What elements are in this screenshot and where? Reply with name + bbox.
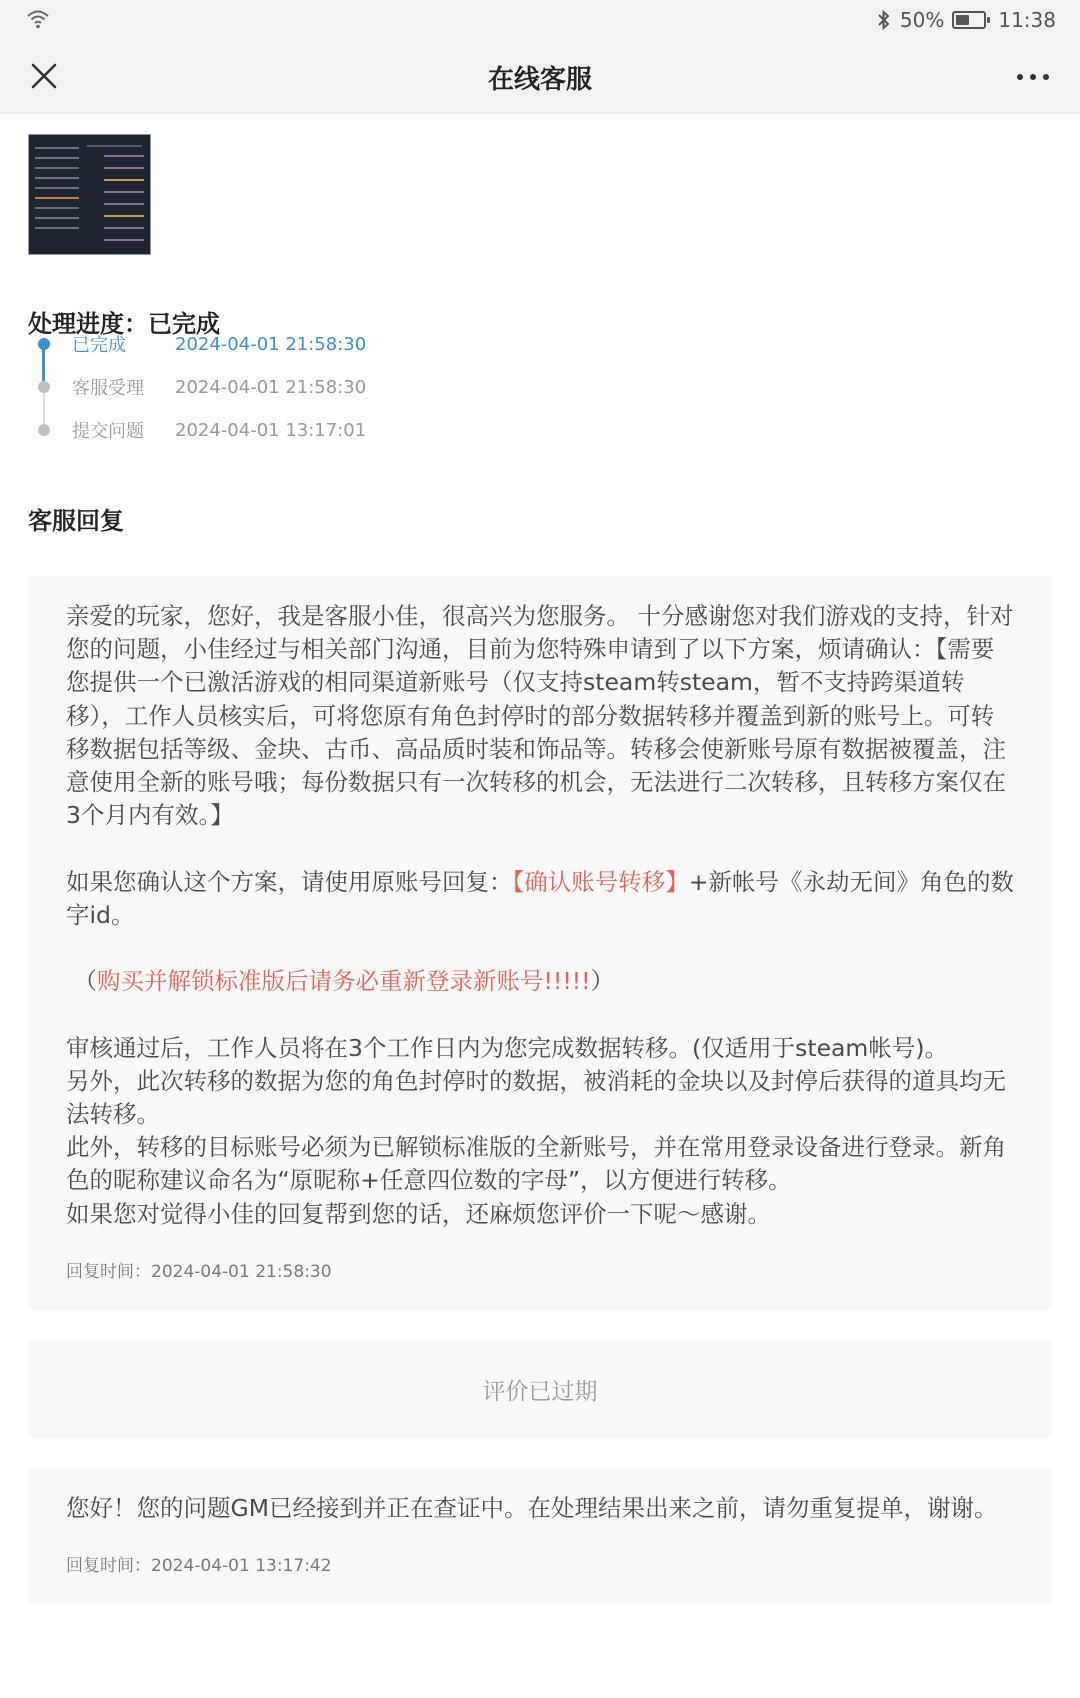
more-icon[interactable]: [1012, 62, 1054, 92]
timeline-dot-submitted: [38, 424, 50, 436]
reply-message: [66, 600, 1014, 1231]
attachment-thumbnail[interactable]: [28, 134, 151, 255]
reply-section-title: 客服回复: [28, 507, 124, 535]
battery-percent: 50%: [899, 8, 945, 32]
status-time: 11:38: [998, 8, 1056, 32]
timeline-dot-completed: [38, 338, 50, 350]
reply-message: 您好！您的问题GM已经接到并正在查证中。在处理结果出来之前，请勿重复提单，谢谢。: [66, 1494, 998, 1522]
reply-text-segment: 如果您确认这个方案，请使用原账号回复：: [66, 867, 513, 896]
wifi-icon: [26, 8, 50, 30]
reply-paragraph: 审核通过后，工作人员将在3个工作日内为您完成数据转移。(仅适用于steam帐号)。 另外，此次转移的数据为您的角色封停时的数据，被消耗的金块以及封停后获得的道具均无法转移。 此外，转移的目标账号必须为已解锁标准版的全新账号，并在常用登录设备进行登录。新角色的昵称建议命名为“原昵称+任意四位数的字母”，以方便进行转移。 如果您对觉得小佳的回复帮到您的话，还麻烦您评价一下呢～感谢。: [66, 1033, 1006, 1228]
battery-icon: [952, 11, 986, 29]
rating-expired: 评价已过期: [28, 1340, 1052, 1438]
battery-level: [956, 15, 969, 25]
reply-highlight: 【确认账号转移】: [512, 867, 689, 896]
timeline-dot-accepted: [38, 381, 50, 393]
reply-text-segment: （: [73, 967, 97, 996]
progress-step-status: 提交问题: [72, 421, 144, 442]
progress-step-completed: [72, 329, 366, 359]
page-title: 在线客服: [487, 64, 592, 95]
status-bar: [0, 0, 1080, 40]
reply-time: 回复时间：2024-04-01 21:58:30: [66, 1261, 332, 1282]
reply-paragraph: [66, 967, 614, 995]
reply-paragraph: 亲爱的玩家，您好，我是客服小佳，很高兴为您服务。 十分感谢您对我们游戏的支持，针对您的问题，小佳经过与相关部门沟通，目前为您特殊申请到了以下方案，烦请确认：【需要您提供一个已激活游戏的相同渠道新账号（仅支持steam转steam，暂不支持跨渠道转移），工作人员核实后，可将您原有角色封停时的部分数据转移并覆盖到新的账号上。可转移数据包括等级、金块、古币、高品质时装和饰品等。转移会使新账号原有数据被覆盖，注意使用全新的账号哦；每份数据只有一次转移的机会，无法进行二次转移，且转移方案仅在3个月内有效。】: [66, 602, 1014, 830]
reply-card: [28, 1468, 1052, 1604]
reply-highlight: 购买并解锁标准版后请务必重新登录新账号!!!!!: [96, 967, 591, 996]
progress-step-time: 2024-04-01 21:58:30: [175, 376, 367, 398]
progress-step-submitted: [72, 415, 366, 445]
progress-step-time: 2024-04-01 21:58:30: [175, 333, 367, 355]
progress-step-accepted: [72, 372, 366, 402]
timeline-line-active: [42, 344, 45, 386]
bluetooth-icon: [876, 9, 892, 31]
reply-card: [28, 576, 1052, 1310]
nav-bar: [0, 40, 1080, 114]
reply-paragraph: [66, 868, 1014, 929]
progress-step-status: 已完成: [72, 335, 126, 356]
progress-step-time: 2024-04-01 13:17:01: [175, 419, 367, 441]
progress-title: 处理进度：已完成: [28, 310, 220, 338]
close-icon[interactable]: [26, 58, 62, 94]
reply-time: 回复时间：2024-04-01 13:17:42: [66, 1556, 332, 1577]
progress-step-status: 客服受理: [72, 378, 144, 399]
reply-text-segment: ）: [590, 967, 615, 996]
reply-text-segment: +新帐号《永劫无间》角色的数字id。: [66, 867, 1014, 929]
